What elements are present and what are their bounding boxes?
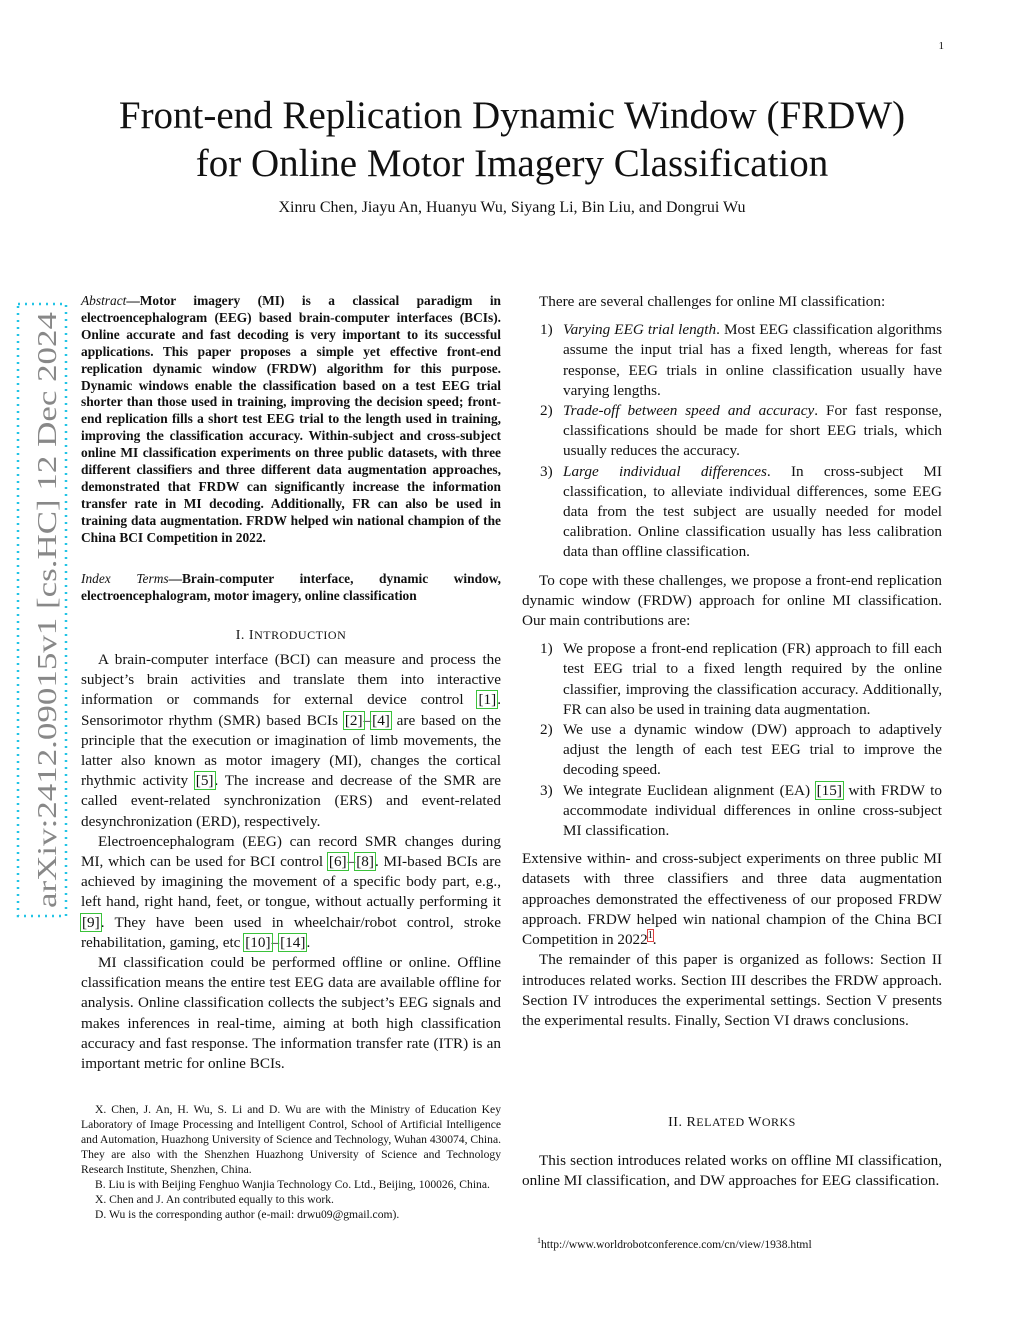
cope-paragraph: To cope with these challenges, we propose a front-end replication dynamic window (FRDW) approach for online MI classification. Our main contributions are: xyxy=(522,571,942,630)
footnote-url[interactable]: http://www.worldrobotconference.com/cn/view/1938.html xyxy=(541,1237,812,1251)
related-paragraph: This section introduces related works on offline MI classification, online MI classification, and DW approaches for EEG classification. xyxy=(522,1152,942,1190)
footnote-link[interactable]: 1 xyxy=(647,930,653,942)
challenges-list xyxy=(522,320,942,562)
contributions-list xyxy=(522,639,942,841)
abstract xyxy=(81,293,501,547)
footnote-corresponding-author: D. Wu is the corresponding author (e-mail: drwu09@gmail.com). xyxy=(95,1208,400,1221)
index-terms-label: Index Terms xyxy=(81,571,169,586)
citation-link[interactable]: [6] xyxy=(328,853,347,871)
citation-link[interactable]: [8] xyxy=(356,853,374,871)
section-heading-related-works: II. RELATED WORKS xyxy=(668,1115,796,1130)
intro-paragraph-3: MI classification could be performed offline or online. Offline classification means the entire test EEG data are available offline for analysis. Online classification collects the subject’s EEG signals and makes inferences in real-time, aiming at both high classification accuracy and fast response. The information transfer rate (ITR) is an important metric for online BCIs. xyxy=(81,954,501,1073)
page-number: 1 xyxy=(938,40,944,52)
citation-link[interactable]: [9] xyxy=(82,913,100,931)
author-list: Xinru Chen, Jiayu An, Huanyu Wu, Siyang Li, Bin Liu, and Dongrui Wu xyxy=(278,199,746,216)
citation-link[interactable]: [1] xyxy=(478,691,497,709)
experiments-paragraph: Extensive within- and cross-subject experiments on three public MI datasets with three classifiers and three data augmentation approaches demonstrated the effectiveness of our proposed FRDW approach. FRDW helped win national champion of the China BCI Competition in 2022$^1$. xyxy=(522,850,942,949)
citation-link[interactable]: [5] xyxy=(195,772,214,790)
right-column-body xyxy=(522,292,942,1031)
citation-link[interactable]: [2] xyxy=(344,711,363,729)
abstract-label: Abstract xyxy=(81,293,127,308)
list-item: 3) Large individual differences. In cross-subject MI classification, to alleviate individual differences, some EEG data from the test subject are usually needed for model calibration. Online classification usually has less calibration data than offline classification. xyxy=(540,462,942,561)
list-item: 2) Trade-off between speed and accuracy. For fast response, classifications should be made for short EEG trials, which usually reduces the accuracy. xyxy=(540,402,942,460)
citation-link[interactable]: [10] xyxy=(245,933,271,951)
footnote-equal-contribution: X. Chen and J. An contributed equally to this work. xyxy=(95,1193,334,1206)
related-works-body xyxy=(522,1151,942,1191)
arxiv-stamp xyxy=(14,300,70,920)
organization-paragraph: The remainder of this paper is organized as follows: Section II introduces related works. Section III describes the FRDW approach. Section IV introduces the experimental settings. Section V presents the experimental results. Finally, Section VI draws conclusions. xyxy=(522,951,942,1029)
intro-paragraph-2: Electroencephalogram (EEG) can record SMR changes during MI, which can be used for BCI control [6]–[8]. MI-based BCIs are achieved by imagining the movement of a specific body part, e.g., left hand, right hand, feet, or tongue, without actually performing it [9]. They have been used in wheelchair/robot control, stroke rehabilitation, gaming, etc [10]–[14]. xyxy=(81,832,501,951)
abstract-text: —Motor imagery (MI) is a classical paradigm in electroencephalogram (EEG) based brain-computer interfaces (BCIs). Online accurate and fast decoding is very important to its successful applications. This paper proposes a simple yet effective front-end replication dynamic window (FRDW) algorithm for this purpose. Dynamic windows enable the classification based on a test EEG trial shorter than those used in training, improving the decision speed; front-end replication fills a short test EEG trial to the length used in training, improving the classification accuracy. Within-subject and cross-subject online MI classification experiments on three public datasets, with three different classifiers and three different data augmentation approaches, demonstrated that FRDW can significantly increase the information transfer rate in MI decoding. Additionally, FR can also be used in training data augmentation. FRDW helped win national champion of the China BCI Competition in 2022. xyxy=(81,293,501,545)
list-item: 1) Varying EEG trial length. Most EEG classification algorithms assume the input trial has a fixed length, whereas for fast response, EEG trials in online classification usually have varying lengths. xyxy=(540,321,942,399)
index-terms xyxy=(81,571,501,605)
footnote-affiliation: B. Liu is with Beijing Fenghuo Wanjia Technology Co. Ltd., Beijing, 100026, China. xyxy=(95,1178,490,1191)
challenges-intro: There are several challenges for online MI classification: xyxy=(539,293,886,310)
list-item: 3) We integrate Euclidean alignment (EA) [15] with FRDW to accommodate individual differences in online cross-subject MI classification. xyxy=(540,781,942,840)
index-terms-text: —Brain-computer interface, dynamic window, electroencephalogram, motor imagery, online classification xyxy=(81,571,502,603)
introduction-body xyxy=(81,650,501,1074)
title-line-2: for Online Motor Imagery Classification xyxy=(195,142,829,185)
citation-link[interactable]: [14] xyxy=(280,933,306,951)
affiliation-footnotes xyxy=(81,1102,501,1222)
list-item: 1) We propose a front-end replication (FR) approach to fill each test EEG trial to a fixed length required by the online classifier, improving the classification accuracy. Additionally, FR can also be used in training data augmentation. xyxy=(540,640,942,718)
intro-paragraph-1: A brain-computer interface (BCI) can measure and process the subject’s brain activities and translate them into interactive information or commands for external device control [1]. Sensorimotor rhythm (SMR) based BCIs [2]–[4] are based on the principle that the execution or imagination of limb movements, the latter also known as motor imagery (MI), changes the cortical rhythmic activity [5]. The increase and decrease of the SMR are called event-related synchronization (ERS) and event-related desynchronization (ERD), respectively. xyxy=(81,651,501,830)
paper-title xyxy=(60,92,964,188)
section-heading-introduction: I. INTRODUCTION xyxy=(235,628,347,643)
title-line-1: Front-end Replication Dynamic Window (FRDW) xyxy=(118,94,906,137)
citation-link[interactable]: [4] xyxy=(372,711,390,729)
url-footnote xyxy=(537,1236,812,1251)
citation-link[interactable]: [15] xyxy=(816,781,842,799)
list-item: 2) We use a dynamic window (DW) approach to adaptively adjust the length of each test EEG trial to improve the decoding speed. xyxy=(540,721,942,779)
footnote-mark: 1 xyxy=(537,1236,541,1245)
arxiv-stamp-text: arXiv:2412.09015v1 [cs.HC] 12 Dec 2024 xyxy=(32,447,62,908)
footnote-affiliation: X. Chen, J. An, H. Wu, S. Li and D. Wu are with the Ministry of Education Key Laboratory of Image Processing and Intelligent Control, School of Artificial Intelligence and Automation, Huazhong University of Science and Technology, Wuhan 430074, China. They are also with the Shenzhen Huazhong University of Science and Technology Research Institute, Shenzhen, China. xyxy=(81,1103,501,1176)
